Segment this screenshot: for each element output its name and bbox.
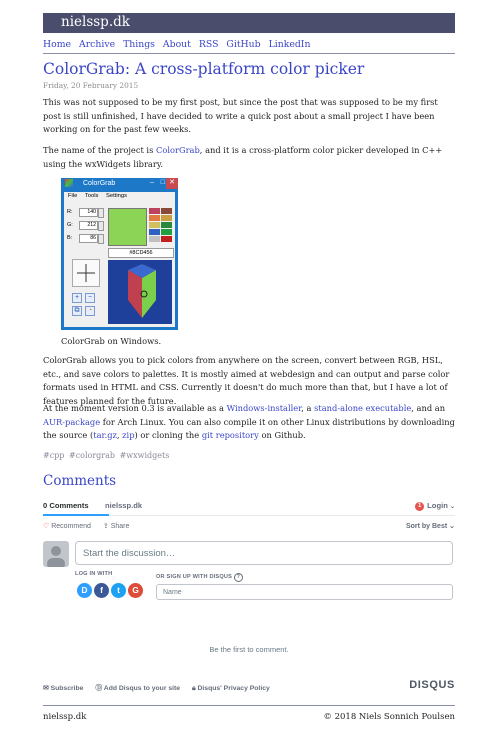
tab-comments[interactable]: 0 Comments xyxy=(43,501,89,510)
post-paragraph-2: The name of the project is ColorGrab, and it is a cross-platform color picker developed in C++ using the wxWidgets library. xyxy=(43,145,443,169)
hex-field: #8CD456 xyxy=(108,248,174,258)
google-login-icon[interactable]: G xyxy=(128,583,143,598)
empty-comments-message: Be the first to comment. xyxy=(209,645,289,654)
help-icon[interactable]: ? xyxy=(234,573,243,582)
heart-icon: ♡ xyxy=(43,523,50,530)
zoom-preview xyxy=(108,260,172,324)
disqus-icon: Ⓓ xyxy=(95,685,103,692)
comments-heading: Comments xyxy=(43,473,117,489)
minimize-icon: – xyxy=(150,179,154,186)
standalone-link[interactable]: stand-alone executable xyxy=(314,403,412,413)
disqus-footer xyxy=(43,682,455,693)
comment-input[interactable]: Start the discussion… xyxy=(75,541,453,565)
facebook-login-icon[interactable]: f xyxy=(94,583,109,598)
menu-settings: Settings xyxy=(106,193,127,199)
blue-field: B: 86 xyxy=(67,235,72,241)
mail-icon: ✉ xyxy=(43,685,49,692)
crosshair-picker xyxy=(72,259,100,287)
post-paragraph-3: ColorGrab allows you to pick colors from anywhere on the screen, convert between RGB, HSL, etc., and save colors to palettes. It is mostly aimed at webdesign and can output and parse color formats used in HTML and CSS. Currently it doesn't do much more than that, but I have a lot of features planned for the future. xyxy=(43,355,450,406)
avatar xyxy=(43,541,69,567)
tag-wxwidgets[interactable]: #wxwidgets xyxy=(119,451,170,460)
site-name[interactable]: nielssp.dk xyxy=(61,14,130,30)
palette-grid xyxy=(149,208,173,244)
sort-dropdown[interactable]: Sort by Best ⌄ xyxy=(405,523,455,530)
app-title: ColorGrab xyxy=(83,180,116,187)
windows-installer-link[interactable]: Windows-installer xyxy=(226,403,302,413)
palette-swatch xyxy=(161,222,172,228)
post-title[interactable]: ColorGrab: A cross-platform color picker xyxy=(43,60,365,78)
chevron-down-icon: ⌄ xyxy=(449,504,455,510)
palette-swatch xyxy=(149,236,160,242)
twitter-login-icon[interactable]: t xyxy=(111,583,126,598)
post-date: Friday, 20 February 2015 xyxy=(43,81,139,90)
post-tags xyxy=(43,451,171,460)
app-body xyxy=(64,192,175,327)
recommend-button[interactable]: ♡ Recommend xyxy=(43,523,91,530)
signup-label: OR SIGN UP WITH DISQUS ? xyxy=(156,573,243,582)
name-input[interactable]: Name xyxy=(156,584,453,600)
add-disqus-link[interactable]: Ⓓ Add Disqus to your site xyxy=(95,685,181,692)
app-titlebar xyxy=(61,178,178,191)
git-repo-link[interactable]: git repository xyxy=(201,430,259,440)
privacy-link[interactable]: 🔒︎ Disqus' Privacy Policy xyxy=(191,685,270,692)
lock-icon: 🔒︎ xyxy=(191,685,196,692)
color-swatch xyxy=(108,208,147,246)
footer-site-name: nielssp.dk xyxy=(43,712,87,722)
palette-swatch xyxy=(161,208,172,214)
red-field: R: 140 xyxy=(67,209,73,215)
notification-badge: 1 xyxy=(415,502,424,511)
user-icon xyxy=(43,541,69,567)
post-paragraph-4: At the moment version 0.3 is available as a Windows-installer, a stand-alone executable, and an AUR-package for Arch Linux. You can also compile it on other Linux distributions by downloading the source (tar.gz, zip) or cloning the git repository on Github. xyxy=(43,403,455,440)
share-icon: ⇪ xyxy=(102,523,109,530)
app-icon xyxy=(65,179,73,187)
footer-copyright: © 2018 Niels Sonnich Poulsen xyxy=(323,712,455,722)
targz-link[interactable]: tar.gz xyxy=(93,430,117,440)
timer-icon: ◔ xyxy=(85,306,95,316)
chevron-down-icon: ⌄ xyxy=(449,523,455,530)
palette-swatch xyxy=(149,222,160,228)
palette-swatch xyxy=(149,208,160,214)
menu-file: File xyxy=(68,193,78,199)
disqus-logo[interactable]: DISQUS xyxy=(409,679,455,691)
zip-link[interactable]: zip xyxy=(122,430,135,440)
colorgrab-screenshot xyxy=(61,178,178,330)
active-tab-indicator xyxy=(43,514,109,516)
login-with-label: LOG IN WITH xyxy=(75,571,113,577)
footer-divider xyxy=(43,705,455,706)
palette-swatch xyxy=(149,215,160,221)
zoom-out-icon: − xyxy=(85,293,95,303)
share-button[interactable]: ⇪ Share xyxy=(102,523,130,530)
copy-icon: ⧉ xyxy=(72,306,82,316)
figure-caption-text: ColorGrab on Windows. xyxy=(61,336,162,346)
nav-things[interactable]: Things xyxy=(123,39,155,50)
zoom-image xyxy=(108,260,172,324)
green-field: G: 212 xyxy=(67,222,73,228)
post-paragraph-1: This was not supposed to be my first post, but since the post that was supposed to be my first post is still unfinished, I have decided to write a quick post about a small project I have been working on for the past few weeks. xyxy=(43,97,438,134)
maximize-icon: □ xyxy=(160,179,165,186)
app-menubar xyxy=(68,193,133,199)
nav-home[interactable]: Home xyxy=(43,39,72,50)
colorgrab-link[interactable]: ColorGrab xyxy=(155,145,200,155)
palette-swatch xyxy=(161,229,172,235)
site-banner xyxy=(43,13,455,33)
aur-link[interactable]: AUR-package xyxy=(43,416,101,427)
menu-tools: Tools xyxy=(84,193,99,199)
nav-divider xyxy=(43,53,455,54)
palette-swatch xyxy=(161,236,172,242)
nav-rss[interactable]: RSS xyxy=(198,39,219,50)
nav-about[interactable]: About xyxy=(162,39,191,50)
main-nav xyxy=(43,39,315,50)
palette-swatch xyxy=(149,229,160,235)
zoom-in-icon: + xyxy=(72,293,82,303)
nav-archive[interactable]: Archive xyxy=(79,39,116,50)
subscribe-link[interactable]: ✉ Subscribe xyxy=(43,685,84,692)
close-icon: ✕ xyxy=(166,178,178,189)
palette-swatch xyxy=(161,215,172,221)
login-button[interactable]: 1 Login ⌄ xyxy=(415,501,455,511)
tag-colorgrab[interactable]: #colorgrab xyxy=(68,451,116,460)
tab-site[interactable]: nielssp.dk xyxy=(105,501,143,510)
action-row xyxy=(43,522,455,530)
nav-github[interactable]: GitHub xyxy=(226,39,261,50)
tag-cpp[interactable]: #cpp xyxy=(43,451,65,460)
disqus-login-icon[interactable]: D xyxy=(77,583,92,598)
crosshair-icon xyxy=(73,260,99,286)
nav-linkedin[interactable]: LinkedIn xyxy=(268,39,311,50)
